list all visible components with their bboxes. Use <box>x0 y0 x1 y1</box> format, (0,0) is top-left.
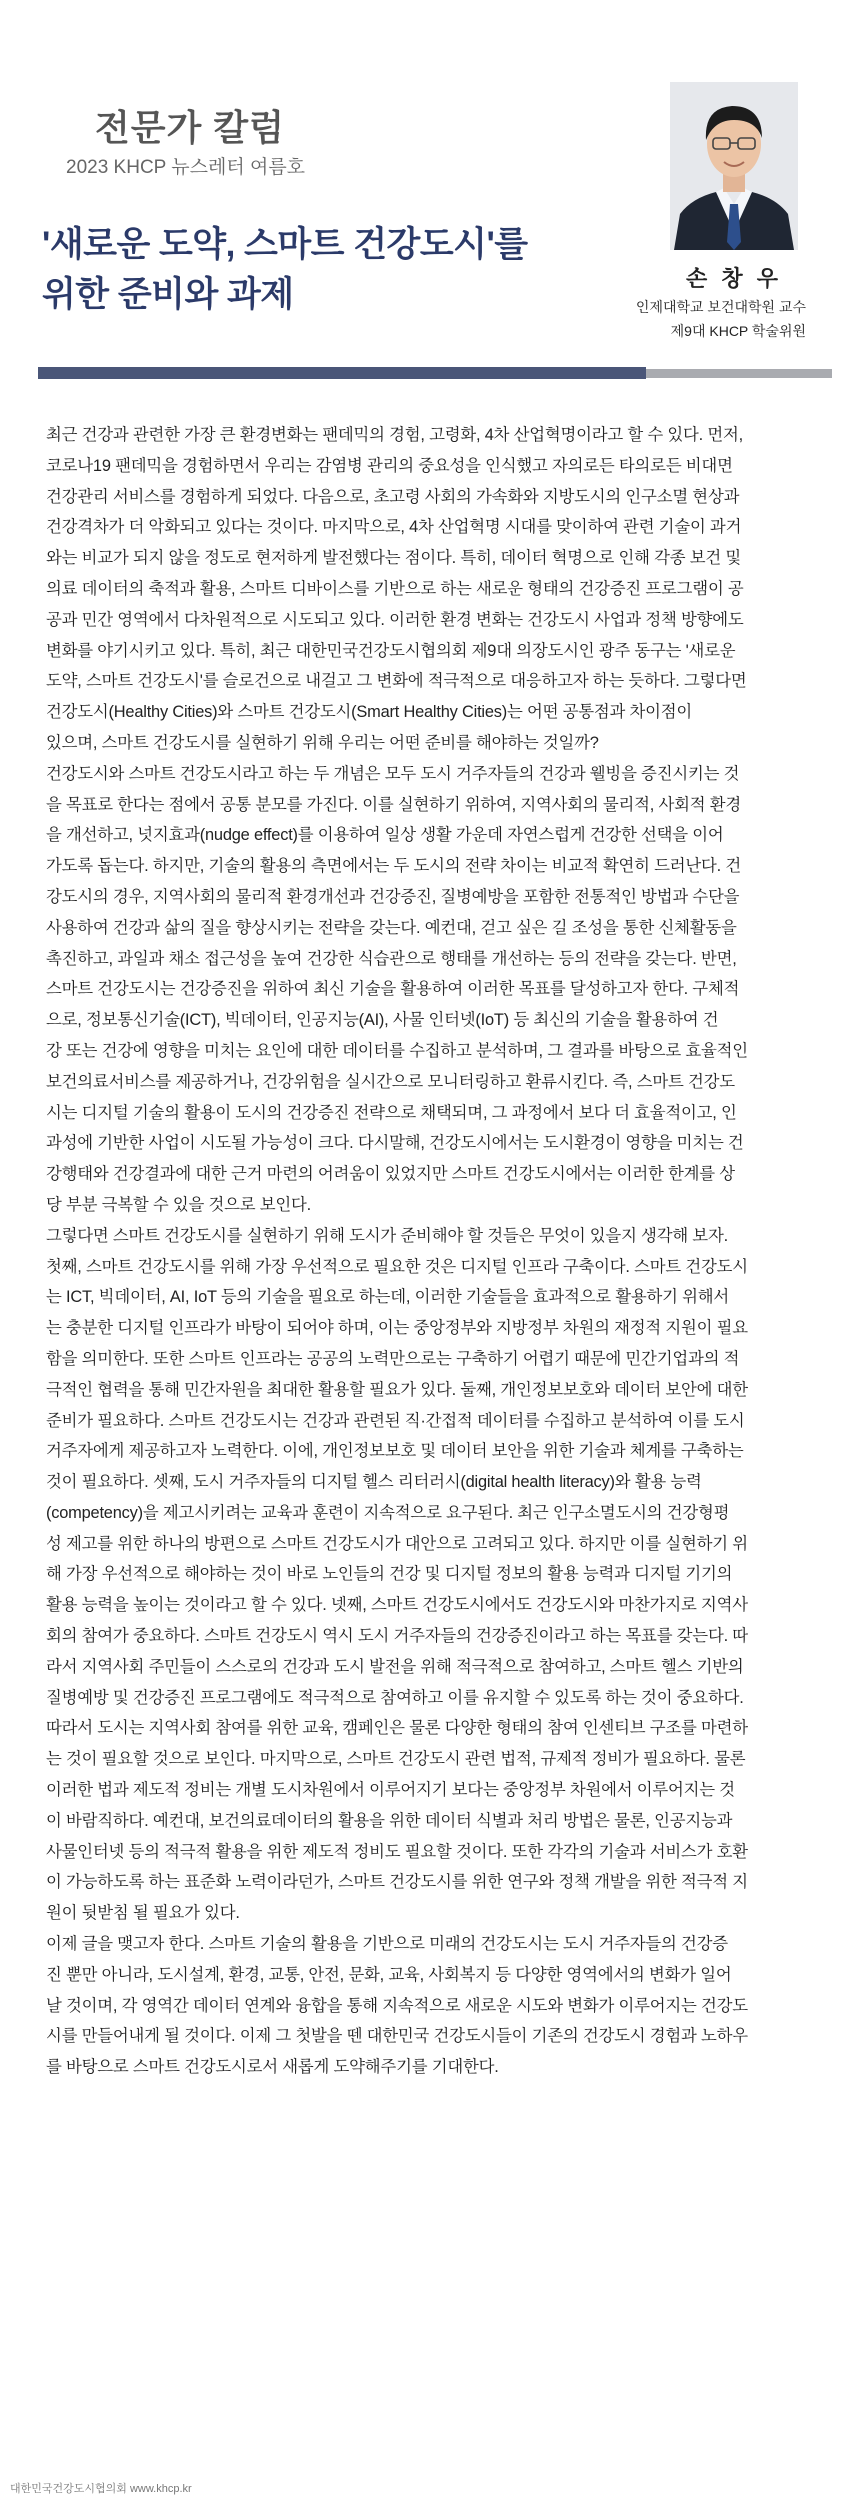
article-line: 강행태와 건강결과에 대한 근거 마련의 어려움이 있었지만 스마트 건강도시에서는 이러한 한계를 상 <box>46 1165 735 1184</box>
author-affiliation-line: 제9대 KHCP 학술위원 <box>670 323 806 339</box>
article-line: 회의 참여가 중요하다. 스마트 건강도시 역시 도시 거주자들의 건강증진이라고 하는 목표를 갖는다. 따 <box>46 1627 748 1646</box>
article-line: 라서 지역사회 주민들이 스스로의 건강과 도시 발전을 위해 적극적으로 참여하고, 스마트 헬스 기반의 <box>46 1657 744 1676</box>
article-line: 이러한 법과 제도적 정비는 개별 도시차원에서 이루어지기 보다는 중앙정부 차원에서 이루어지는 것 <box>46 1781 735 1800</box>
article-line: 는 ICT, 빅데이터, AI, IoT 등의 기술을 필요로 하는데, 이러한 기술들을 효과적으로 활용하기 위해서 <box>46 1288 730 1307</box>
article-line: 이 바람직하다. 예컨대, 보건의료데이터의 활용을 위한 데이터 식별과 처리 방법은 물론, 인공지능과 <box>46 1811 733 1830</box>
article-line: 있으며, 스마트 건강도시를 실현하기 위해 우리는 어떤 준비를 해야하는 것일까? <box>46 733 599 752</box>
footer-credit: 대한민국건강도시협의회 www.khcp.kr <box>10 2483 192 2495</box>
article-line: 건강격차가 더 악화되고 있다는 것이다. 마지막으로, 4차 산업혁명 시대를 맞이하여 관련 기술이 과거 <box>46 518 742 537</box>
article-line: 것이 필요하다. 셋째, 도시 거주자들의 디지털 헬스 리터러시(digital health literacy)와 활용 능력 <box>46 1473 702 1492</box>
article-line: 코로나19 팬데믹을 경험하면서 우리는 감염병 관리의 중요성을 인식했고 자의로든 타의로든 비대면 <box>46 456 733 475</box>
article-line: 사물인터넷 등의 적극적 활용을 위한 제도적 정비도 필요할 것이다. 또한 각각의 기술과 서비스가 호환 <box>46 1842 748 1861</box>
article-line: 촉진하고, 과일과 채소 접근성을 높여 건강한 식습관으로 행태를 개선하는 등의 전략을 갖는다. 반면, <box>46 949 737 968</box>
column-kicker: 전문가 칼럼 <box>95 107 285 148</box>
article-line: 으로, 정보통신기술(ICT), 빅데이터, 인공지능(AI), 사물 인터넷(IoT) 등 최신의 기술을 활용하여 건 <box>46 1011 719 1030</box>
article-line: 극적인 협력을 통해 민간자원을 최대한 활용할 필요가 있다. 둘째, 개인정보보호와 데이터 보안에 대한 <box>46 1380 748 1399</box>
article-line: 가도록 돕는다. 하지만, 기술의 활용의 측면에서는 두 도시의 전략 차이는 비교적 확연히 드러난다. 건 <box>46 857 741 876</box>
header-divider-accent <box>646 369 832 378</box>
article-line: 이제 글을 맺고자 한다. 스마트 기술의 활용을 기반으로 미래의 건강도시는 도시 거주자들의 건강증 <box>46 1935 728 1954</box>
article-line: 날 것이며, 각 영역간 데이터 연계와 융합을 통해 지속적으로 새로운 시도와 변화가 이루어지는 건강도 <box>46 1996 748 2015</box>
article-line: 첫째, 스마트 건강도시를 위해 가장 우선적으로 필요한 것은 디지털 인프라 구축이다. 스마트 건강도시 <box>46 1257 748 1276</box>
article-line: 준비가 필요하다. 스마트 건강도시는 건강과 관련된 직·간접적 데이터를 수집하고 분석하여 이를 도시 <box>46 1411 745 1430</box>
article-line: 는 것이 필요할 것으로 보인다. 마지막으로, 스마트 건강도시 관련 법적, 규제적 정비가 필요하다. 물론 <box>46 1750 746 1769</box>
article-line: 시를 만들어내게 될 것이다. 이제 그 첫발을 뗀 대한민국 건강도시들이 기존의 건강도시 경험과 노하우 <box>46 2027 748 2046</box>
article-line: 의료 데이터의 축적과 활용, 스마트 디바이스를 기반으로 하는 새로운 형태의 건강증진 프로그램이 공 <box>46 579 744 598</box>
article-line: 진 뿐만 아니라, 도시설계, 환경, 교통, 안전, 문화, 교육, 사회복지 등 다양한 영역에서의 변화가 일어 <box>46 1965 732 1984</box>
article-line: 따라서 도시는 지역사회 참여를 위한 교육, 캠페인은 물론 다양한 형태의 참여 인센티브 구조를 마련하 <box>46 1719 748 1738</box>
column-header <box>0 0 860 370</box>
newsletter-issue: 2023 KHCP 뉴스레터 여름호 <box>66 157 306 178</box>
article-line: 건강도시와 스마트 건강도시라고 하는 두 개념은 모두 도시 거주자들의 건강과 웰빙을 증진시키는 것 <box>46 764 740 783</box>
article-line: 최근 건강과 관련한 가장 큰 환경변화는 팬데믹의 경험, 고령화, 4차 산업혁명이라고 할 수 있다. 먼저, <box>46 426 743 444</box>
article-line: 스마트 건강도시는 건강증진을 위하여 최신 기술을 활용하여 이러한 목표를 달성하고자 한다. 구체적 <box>46 980 740 999</box>
article-title <box>42 220 582 320</box>
article-line: 을 개선하고, 넛지효과(nudge effect)를 이용하여 일상 생활 가운데 자연스럽게 건강한 선택을 이어 <box>46 826 724 845</box>
article-line: 도약, 스마트 건강도시'를 슬로건으로 내걸고 그 변화에 적극적으로 대응하고자 하는 듯하다. 그렇다면 <box>46 672 747 691</box>
article-line: 해 가장 우선적으로 해야하는 것이 바로 노인들의 건강 및 디지털 정보의 활용 능력과 디지털 기기의 <box>46 1565 733 1584</box>
article-line: (competency)을 제고시키려는 교육과 훈련이 지속적으로 요구된다. 최근 인구소멸도시의 건강형평 <box>46 1503 730 1522</box>
author-name: 손 창 우 <box>686 266 782 291</box>
article-line: 강도시의 경우, 지역사회의 물리적 환경개선과 건강증진, 질병예방을 포함한 전통적인 방법과 수단을 <box>46 887 740 906</box>
article-line: 를 바탕으로 스마트 건강도시로서 새롭게 도약해주기를 기대한다. <box>46 2058 499 2077</box>
article-line: 그렇다면 스마트 건강도시를 실현하기 위해 도시가 준비해야 할 것들은 무엇이 있을지 생각해 보자. <box>46 1226 728 1245</box>
article-line: 보건의료서비스를 제공하거나, 건강위험을 실시간으로 모니터링하고 환류시킨다. 즉, 스마트 건강도 <box>46 1072 735 1091</box>
article-line: 변화를 야기시키고 있다. 특히, 최근 대한민국건강도시협의회 제9대 의장도시인 광주 동구는 '새로운 <box>46 641 736 660</box>
article-line: 와는 비교가 되지 않을 정도로 현저하게 발전했다는 점이다. 특히, 데이터 혁명으로 인해 각종 보건 및 <box>46 549 741 568</box>
article-line: 시는 디지털 기술의 활용이 도시의 건강증진 전략으로 채택되며, 그 과정에서 보다 더 효율적이고, 인 <box>46 1103 737 1122</box>
article-line: 강 또는 건강에 영향을 미치는 요인에 대한 데이터를 수집하고 분석하며, 그 결과를 바탕으로 효율적인 <box>46 1041 748 1060</box>
article-title-line: '새로운 도약, 스마트 건강도시'를 <box>42 225 528 264</box>
article-line: 는 충분한 디지털 인프라가 바탕이 되어야 하며, 이는 중앙정부와 지방정부 차원의 재정적 지원이 필요 <box>46 1319 748 1338</box>
article-line: 질병예방 및 건강증진 프로그램에도 적극적으로 참여하고 이를 유지할 수 있도록 하는 것이 중요하다. <box>46 1688 744 1707</box>
author-affiliation <box>610 295 806 343</box>
header-divider-main <box>38 367 646 379</box>
article-line: 과성에 기반한 사업이 시도될 가능성이 크다. 다시말해, 건강도시에서는 도시환경이 영향을 미치는 건 <box>46 1134 744 1153</box>
article-line: 공과 민간 영역에서 다차원적으로 시도되고 있다. 이러한 환경 변화는 건강도시 사업과 정책 방향에도 <box>46 610 744 629</box>
article-line: 사용하여 건강과 삶의 질을 향상시키는 전략을 갖는다. 예컨대, 걷고 싶은 길 조성을 통한 신체활동을 <box>46 918 737 937</box>
article-line: 건강도시(Healthy Cities)와 스마트 건강도시(Smart Healthy Cities)는 어떤 공통점과 차이점이 <box>46 703 693 722</box>
article-title-line: 위한 준비와 과제 <box>42 275 294 314</box>
article-line: 활용 능력을 높이는 것이라고 할 수 있다. 넷째, 스마트 건강도시에서도 건강도시와 마찬가지로 지역사 <box>46 1596 748 1615</box>
article-body <box>46 420 814 2083</box>
article-line: 이 가능하도록 하는 표준화 노력이라던가, 스마트 건강도시를 위한 연구와 정책 개발을 위한 적극적 지 <box>46 1873 748 1892</box>
article-line: 함을 의미한다. 또한 스마트 인프라는 공공의 노력만으로는 구축하기 어렵기 때문에 민간기업과의 적 <box>46 1349 740 1368</box>
header-divider <box>38 367 832 379</box>
article-line: 건강관리 서비스를 경험하게 되었다. 다음으로, 초고령 사회의 가속화와 지방도시의 인구소멸 현상과 <box>46 487 740 506</box>
author-portrait-icon <box>670 82 798 250</box>
article-line: 거주자에게 제공하고자 노력한다. 이에, 개인정보보호 및 데이터 보안을 위한 기술과 체계를 구축하는 <box>46 1442 744 1461</box>
author-affiliation-line: 인제대학교 보건대학원 교수 <box>635 299 806 315</box>
article-line: 을 목표로 한다는 점에서 공통 분모를 가진다. 이를 실현하기 위하여, 지역사회의 물리적, 사회적 환경 <box>46 795 741 814</box>
article-line: 원이 뒷받침 될 필요가 있다. <box>46 1904 240 1923</box>
author-photo <box>670 82 798 250</box>
article-line: 당 부분 극복할 수 있을 것으로 보인다. <box>46 1195 311 1214</box>
article-line: 성 제고를 위한 하나의 방편으로 스마트 건강도시가 대안으로 고려되고 있다. 하지만 이를 실현하기 위 <box>46 1534 748 1553</box>
